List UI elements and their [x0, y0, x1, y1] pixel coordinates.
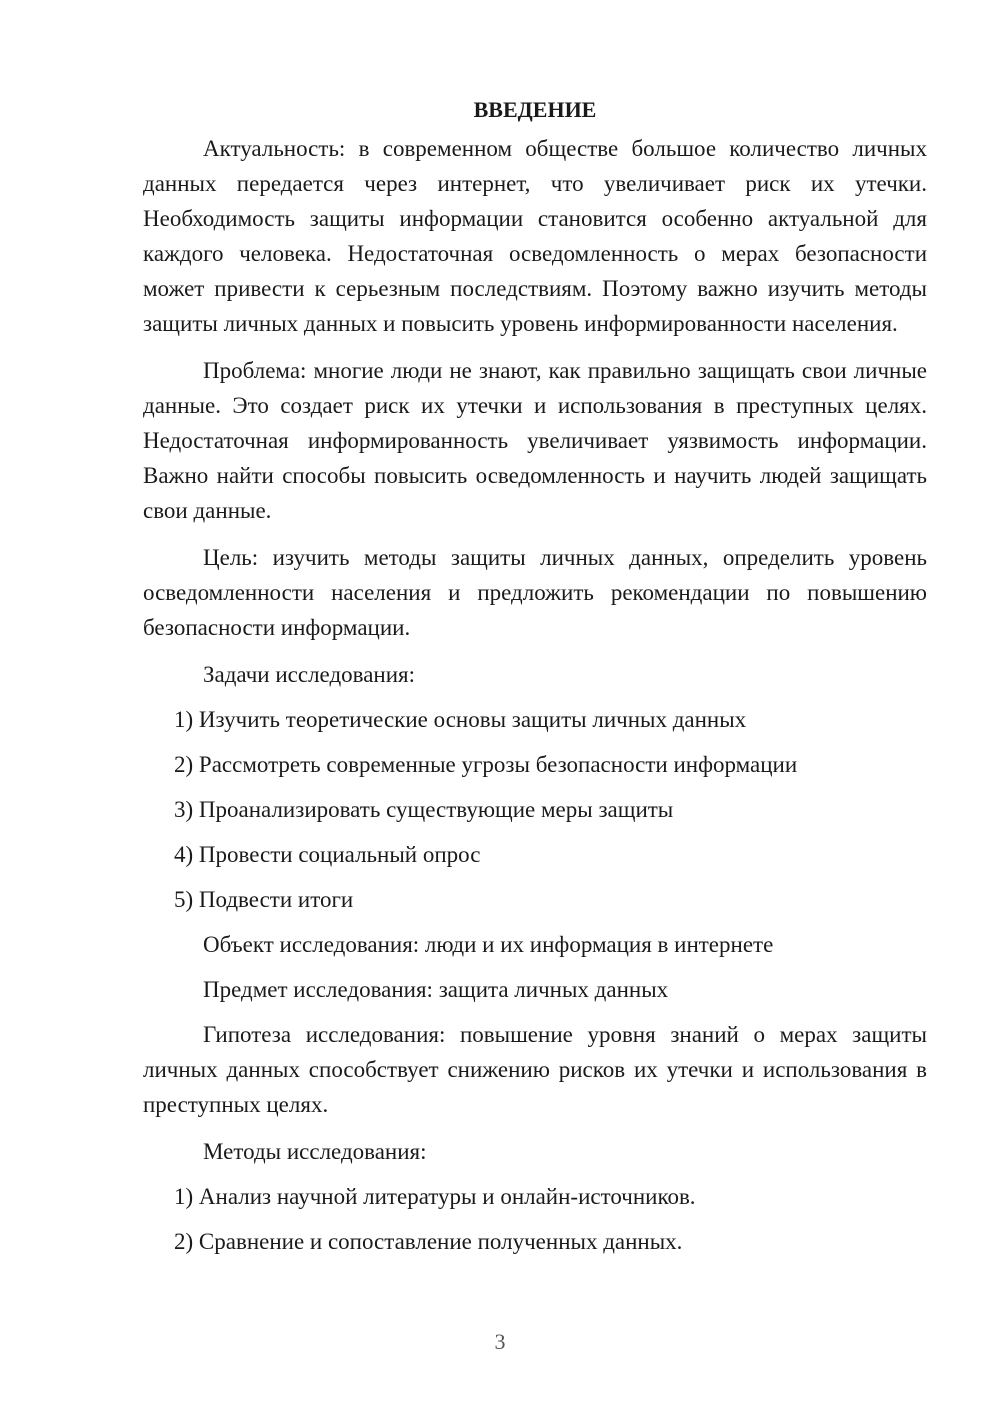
section-title: ВВЕДЕНИЕ	[473, 97, 597, 122]
hypothesis-paragraph: Гипотеза исследования: повышение уровня знаний о мерах защиты личных данных способствует снижению рисков их утечки и использования в преступных целях.	[143, 1022, 927, 1117]
document-page	[143, 92, 927, 1269]
tasks-heading: Задачи исследования:	[203, 662, 416, 687]
method-item: 1) Анализ научной литературы и онлайн-источников.	[174, 1184, 696, 1209]
method-item: 2) Сравнение и сопоставление полученных данных.	[174, 1229, 683, 1254]
tasks-list	[143, 702, 927, 917]
problem-paragraph: Проблема: многие люди не знают, как правильно защищать свои личные данные. Это создает риск их утечки и использования в преступных целях. Недостаточная информированность увеличивает уязвимость информации. Важно найти способы повысить осведомленность и научить людей защищать свои данные.	[143, 358, 927, 523]
research-subject: Предмет исследования: защита личных данных	[203, 977, 669, 1002]
task-item: 4) Провести социальный опрос	[174, 842, 481, 867]
goal-paragraph: Цель: изучить методы защиты личных данных, определить уровень осведомленности населения и предложить рекомендации по повышению безопасности информации.	[143, 545, 927, 640]
task-item: 1) Изучить теоретические основы защиты личных данных	[174, 707, 747, 732]
methods-list	[143, 1179, 927, 1259]
page-number: 3	[494, 1329, 506, 1354]
task-item: 2) Рассмотреть современные угрозы безопасности информации	[174, 752, 798, 777]
research-object: Объект исследования: люди и их информация в интернете	[203, 932, 774, 957]
methods-heading: Методы исследования:	[203, 1139, 427, 1164]
relevance-paragraph: Актуальность: в современном обществе большое количество личных данных передается через интернет, что увеличивает риск их утечки. Необходимость защиты информации становится особенно актуальной для каждого человека. Недостаточная осведомленность о мерах безопасности может привести к серьезным последствиям. Поэтому важно изучить методы защиты личных данных и повысить уровень информированности населения.	[143, 136, 927, 336]
task-item: 5) Подвести итоги	[174, 887, 354, 912]
task-item: 3) Проанализировать существующие меры защиты	[174, 797, 674, 822]
